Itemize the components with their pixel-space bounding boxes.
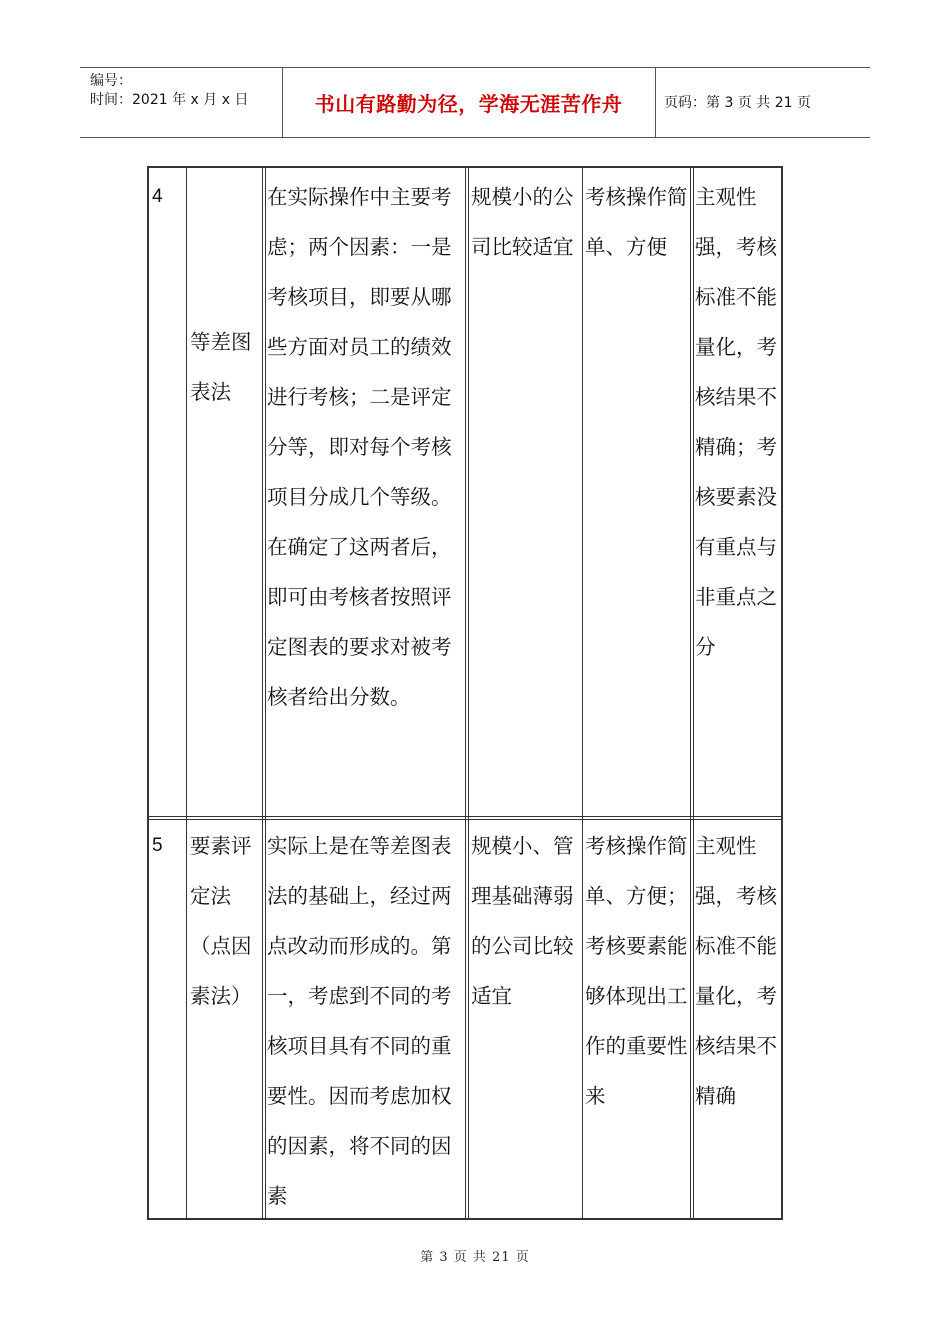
advantages: 考核操作简单、方便；考核要素能够体现出工作的重要性来 xyxy=(585,834,688,1108)
serial-number-label: 编号： xyxy=(90,73,132,89)
method-description: 在实际操作中主要考虑；两个因素：一是考核项目，即要从哪些方面对员工的绩效进行考核；二是评定分等，即对每个考核项目分成几个等级。在确定了这两者后，即可由考核者按照评定图表的要求对被考核者给出分数。 xyxy=(267,185,452,709)
document-header xyxy=(80,67,870,138)
column-divider xyxy=(690,168,691,1218)
column-divider xyxy=(693,168,694,1218)
header-meta xyxy=(90,72,248,110)
column-divider xyxy=(265,168,266,1218)
method-name: 要素评定法（点因素法） xyxy=(190,834,252,1008)
column-divider xyxy=(186,168,187,1218)
header-page-info: 页码：第 3 页 共 21 页 xyxy=(664,95,811,111)
method-description: 实际上是在等差图表法的基础上，经过两点改动而形成的。第一，考虑到不同的考核项目具有不同的重要性。因而考虑加权的因素，将不同的因素 xyxy=(267,834,452,1208)
row-number: 4 xyxy=(152,186,163,207)
column-divider xyxy=(468,168,469,1218)
methods-table xyxy=(147,166,783,1220)
header-motto: 书山有路勤为径，学海无涯苦作舟 xyxy=(314,92,623,116)
row-divider xyxy=(149,819,781,820)
method-name: 等差图表法 xyxy=(190,330,252,404)
disadvantages: 主观性强，考核标准不能量化，考核结果不精确 xyxy=(695,834,777,1108)
page-footer: 第 3 页 共 21 页 xyxy=(420,1250,530,1265)
disadvantages: 主观性强，考核标准不能量化，考核结果不精确；考核要素没有重点与非重点之分 xyxy=(695,185,777,659)
column-divider xyxy=(262,168,263,1218)
applicable-scope: 规模小的公司比较适宜 xyxy=(471,185,574,259)
row-number: 5 xyxy=(152,835,163,856)
column-divider xyxy=(582,168,583,1218)
header-divider xyxy=(655,68,656,137)
column-divider xyxy=(465,168,466,1218)
applicable-scope: 规模小、管理基础薄弱的公司比较适宜 xyxy=(471,834,574,1008)
date-label: 时间：2021 年 x 月 x 日 xyxy=(90,92,249,108)
advantages: 考核操作简单、方便 xyxy=(585,185,688,259)
row-divider xyxy=(149,816,781,817)
